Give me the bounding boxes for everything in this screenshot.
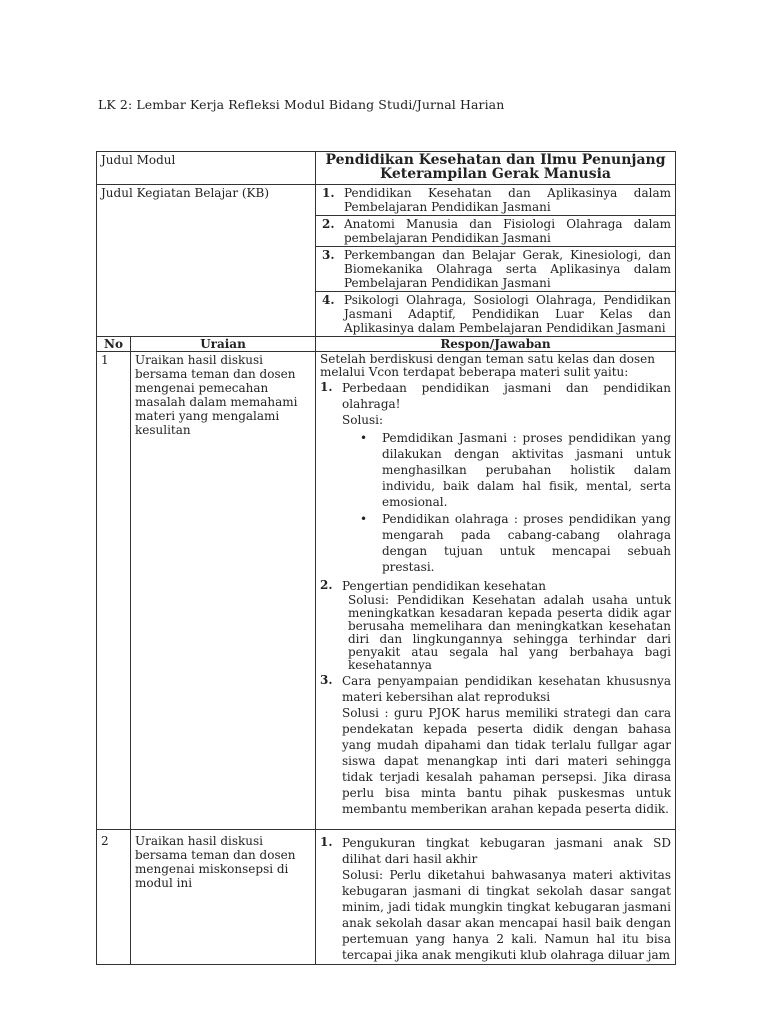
item-number: 1.: [320, 380, 333, 394]
kb-list: [316, 185, 676, 337]
response-intro: Setelah berdiskusi dengan teman satu kelas dan dosen melalui Vcon terdapat beberapa materi sulit yaitu:: [320, 352, 655, 379]
bullet-item: • Pendidikan olahraga : proses pendidikan yang mengarah pada cabang-cabang olahraga dengan tujuan untuk mencapai sebuah prestasi.: [360, 512, 671, 574]
kb-item: [316, 216, 675, 247]
reflection-table: [96, 151, 676, 965]
item-solusi: Solusi: Perlu diketahui bahwasanya materi aktivitas kebugaran jasmani di tingkat sekolah dasar sangat minim, jadi tidak mungkin tingkat kebugaran jasmani anak sekolah dasar akan mencapai hasil baik dengan pertemuan yang hanya 2 kali. Namun hal itu bisa tercapai jika anak mengikuti klub olahraga diluar jam: [342, 868, 671, 962]
column-header-no: No: [97, 337, 131, 352]
response-item: [320, 578, 671, 672]
kb-item-text: Perkembangan dan Belajar Gerak, Kinesiologi, dan Biomekanika Olahraga serta Aplikasinya dalam Pembelajaran Pendidikan Jasmani: [344, 248, 671, 290]
document-title: LK 2: Lembar Kerja Refleksi Modul Bidang Studi/Jurnal Harian: [98, 97, 505, 112]
item-heading: Perbedaan pendidikan jasmani dan pendidikan olahraga!: [342, 381, 671, 411]
bullet-icon: •: [360, 512, 368, 526]
row-number: 1: [97, 352, 131, 830]
column-header-uraian: Uraian: [131, 337, 316, 352]
bullet-icon: •: [360, 431, 368, 445]
solusi-label: Solusi:: [342, 413, 384, 427]
row-number: 2: [97, 830, 131, 965]
kb-item-number: 1.: [322, 186, 335, 200]
table-row: [97, 830, 676, 965]
item-solusi: Solusi: Pendidikan Kesehatan adalah usaha untuk meningkatkan kesadaran kepada peserta didik agar berusaha memelihara dan meningkatkan kesehatan diri dan lingkungannya sehingga terhindar dari penyakit atau segala hal yang berbahaya bagi kesehatannya: [348, 593, 671, 672]
table-row: [97, 352, 676, 830]
column-header-respon: Respon/Jawaban: [316, 337, 676, 352]
response-item: [320, 380, 671, 577]
kb-item-number: 2.: [322, 217, 335, 231]
response-item: [320, 673, 671, 817]
kb-item-text: Psikologi Olahraga, Sosiologi Olahraga, Pendidikan Jasmani Adaptif, Pendidikan Luar Kelas dan Aplikasinya dalam Pembelajaran Pendidikan Jasmani: [344, 293, 671, 335]
kb-item-text: Anatomi Manusia dan Fisiologi Olahraga dalam pembelajaran Pendidikan Jasmani: [344, 217, 671, 245]
row-response: [316, 352, 676, 830]
kb-item-number: 4.: [322, 293, 335, 307]
item-number: 3.: [320, 673, 333, 687]
judul-kb-label: Judul Kegiatan Belajar (KB): [97, 185, 316, 337]
kb-item: [316, 185, 675, 216]
row-uraian: Uraikan hasil diskusi bersama teman dan dosen mengenai pemecahan masalah dalam memahami materi yang mengalami kesulitan: [131, 352, 316, 830]
item-number: 2.: [320, 578, 333, 592]
item-number: 1.: [320, 835, 333, 849]
kb-item-number: 3.: [322, 248, 335, 262]
judul-modul-value: Pendidikan Kesehatan dan Ilmu Penunjang Keterampilan Gerak Manusia: [316, 152, 676, 185]
item-solusi: Solusi : guru PJOK harus memiliki strategi dan cara pendekatan kepada peserta didik dengan bahasa yang mudah dipahami dan tidak terlalu fullgar agar siswa dapat menangkap inti dari materi sehingga tidak terjadi kesalah pahaman persepsi. Jika dirasa perlu bisa minta bantu pihak puskesmas untuk membantu memberikan arahan kepada peserta didik.: [342, 706, 671, 816]
judul-modul-label: Judul Modul: [97, 152, 316, 185]
item-heading: Pengukuran tingkat kebugaran jasmani anak SD dilihat dari hasil akhir: [342, 836, 671, 866]
bullet-item: • Pemdidikan Jasmani : proses pendidikan yang dilakukan dengan aktivitas jasmani untuk menghasilkan perubahan holistik dalam individu, baik dalam hal fisik, mental, serta emosional.: [360, 431, 671, 509]
item-heading: Cara penyampaian pendidikan kesehatan khususnya materi kebersihan alat reproduksi: [342, 674, 671, 704]
item-heading: Pengertian pendidikan kesehatan: [342, 579, 546, 593]
row-response: [316, 830, 676, 965]
row-uraian: Uraikan hasil diskusi bersama teman dan dosen mengenai miskonsepsi di modul ini: [131, 830, 316, 965]
bullet-list: [360, 430, 671, 575]
response-item: [320, 835, 671, 963]
kb-item: [316, 292, 675, 336]
kb-item: [316, 247, 675, 292]
kb-item-text: Pendidikan Kesehatan dan Aplikasinya dalam Pembelajaran Pendidikan Jasmani: [344, 186, 671, 214]
